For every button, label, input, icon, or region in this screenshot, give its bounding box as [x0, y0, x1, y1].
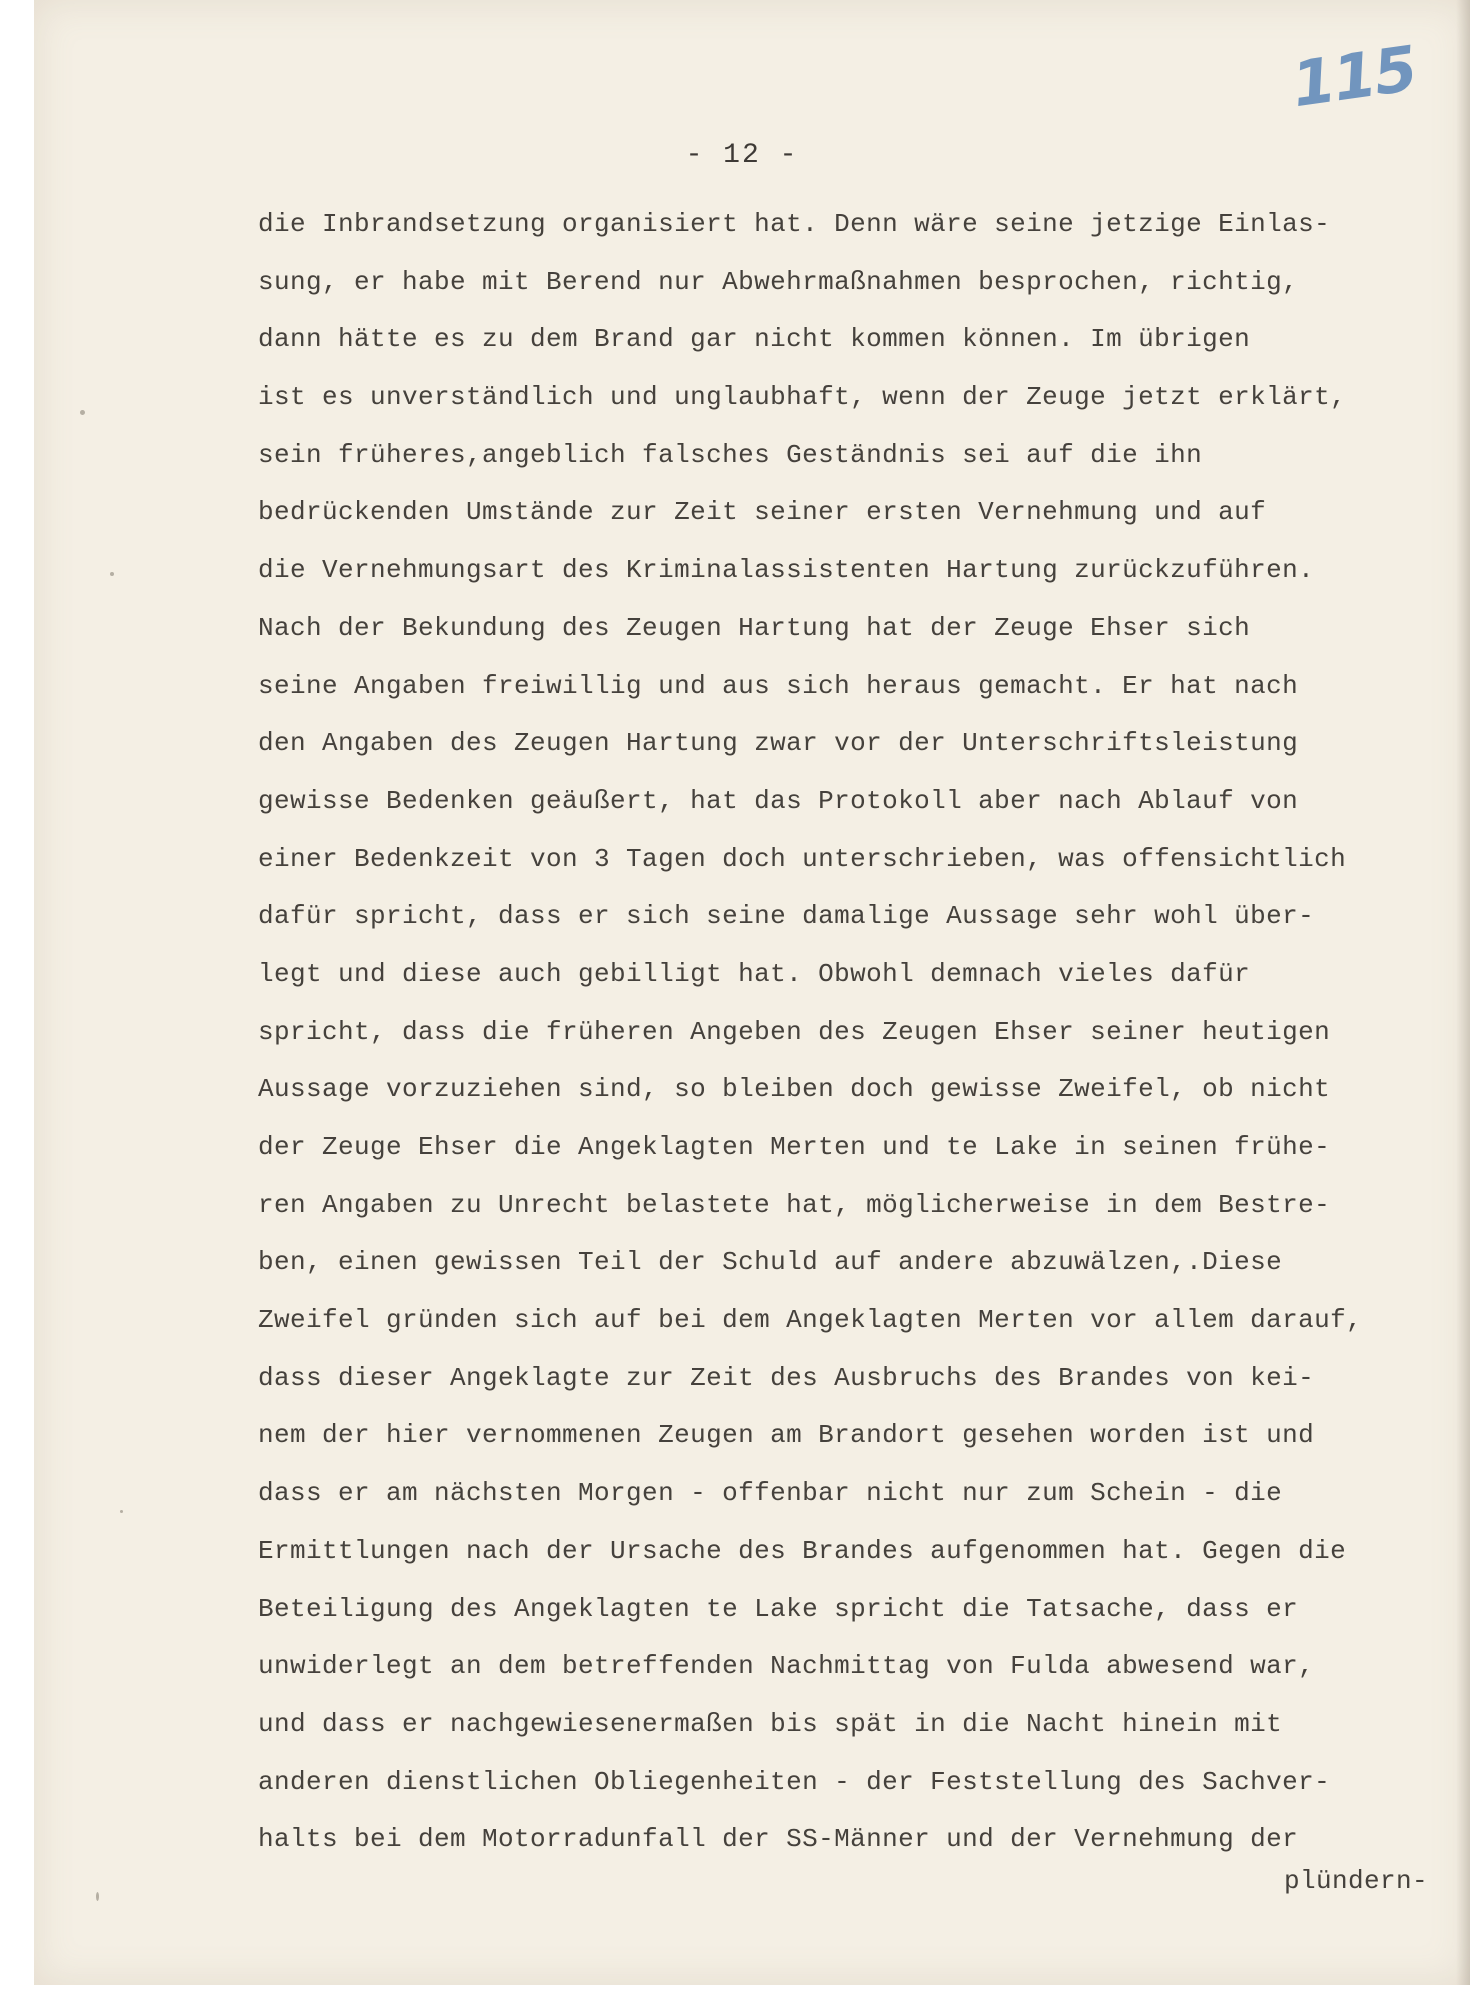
- body-text: [258, 196, 1458, 1869]
- text-line: einer Bedenkzeit von 3 Tagen doch unterschrieben, was offensichtlich: [258, 843, 1347, 874]
- text-line: halts bei dem Motorradunfall der SS-Männer und der Vernehmung der: [258, 1824, 1299, 1855]
- text-line: sung, er habe mit Berend nur Abwehrmaßnahmen besprochen, richtig,: [258, 266, 1299, 297]
- text-line: dass er am nächsten Morgen - offenbar nicht nur zum Schein - die: [258, 1478, 1283, 1509]
- text-line: dass dieser Angeklagte zur Zeit des Ausbruchs des Brandes von kei-: [258, 1362, 1315, 1393]
- text-line: Ermittlungen nach der Ursache des Brandes aufgenommen hat. Gegen die: [258, 1535, 1347, 1566]
- paper-speck: [80, 410, 85, 415]
- text-line: ist es unverständlich und unglaubhaft, wenn der Zeuge jetzt erklärt,: [258, 382, 1347, 413]
- text-line: sein früheres,angeblich falsches Geständnis sei auf die ihn: [258, 439, 1203, 470]
- text-line: gewisse Bedenken geäußert, hat das Protokoll aber nach Ablauf von: [258, 785, 1299, 816]
- text-line: Nach der Bekundung des Zeugen Hartung hat der Zeuge Ehser sich: [258, 612, 1251, 643]
- text-line: und dass er nachgewiesenermaßen bis spät in die Nacht hinein mit: [258, 1708, 1283, 1739]
- text-line: anderen dienstlichen Obliegenheiten - der Feststellung des Sachver-: [258, 1766, 1331, 1797]
- text-line: bedrückenden Umstände zur Zeit seiner ersten Vernehmung und auf: [258, 497, 1267, 528]
- text-line: die Inbrandsetzung organisiert hat. Denn wäre seine jetzige Einlas-: [258, 209, 1331, 239]
- text-line: der Zeuge Ehser die Angeklagten Merten und te Lake in seinen frühe-: [258, 1132, 1331, 1162]
- text-line: unwiderlegt an dem betreffenden Nachmittag von Fulda abwesend war,: [258, 1651, 1315, 1682]
- text-line: Zweifel gründen sich auf bei dem Angeklagten Merten vor allem darauf,: [258, 1305, 1363, 1336]
- paper-speck: [96, 1892, 99, 1901]
- text-line: legt und diese auch gebilligt hat. Obwohl demnach vieles dafür: [258, 958, 1251, 989]
- text-line: den Angaben des Zeugen Hartung zwar vor der Unterschriftsleistung: [258, 728, 1299, 759]
- text-line: Aussage vorzuziehen sind, so bleiben doch gewisse Zweifel, ob nicht: [258, 1074, 1331, 1105]
- paper-speck: [110, 572, 114, 576]
- paper-speck: [120, 1510, 123, 1513]
- folio-number: 115: [1287, 31, 1420, 122]
- text-line: nem der hier vernommenen Zeugen am Brandort gesehen worden ist und: [258, 1420, 1315, 1451]
- text-line: ben, einen gewissen Teil der Schuld auf andere abzuwälzen,.Diese: [258, 1247, 1283, 1278]
- text-line: spricht, dass die früheren Angeben des Zeugen Ehser seiner heutigen: [258, 1016, 1331, 1047]
- text-line: dafür spricht, dass er sich seine damalige Aussage sehr wohl über-: [258, 901, 1315, 932]
- text-line: dann hätte es zu dem Brand gar nicht kommen können. Im übrigen: [258, 324, 1251, 355]
- text-line: seine Angaben freiwillig und aus sich heraus gemacht. Er hat nach: [258, 670, 1299, 701]
- page-number: - 12 -: [685, 140, 799, 171]
- text-line: die Vernehmungsart des Kriminalassistenten Hartung zurückzuführen.: [258, 555, 1315, 586]
- text-line: Beteiligung des Angeklagten te Lake spricht die Tatsache, dass er: [258, 1593, 1299, 1624]
- sheet-edge-shadow: [1456, 0, 1470, 1985]
- catchword: plündern-: [1283, 1866, 1428, 1896]
- text-line: ren Angaben zu Unrecht belastete hat, möglicherweise in dem Bestre-: [258, 1189, 1331, 1220]
